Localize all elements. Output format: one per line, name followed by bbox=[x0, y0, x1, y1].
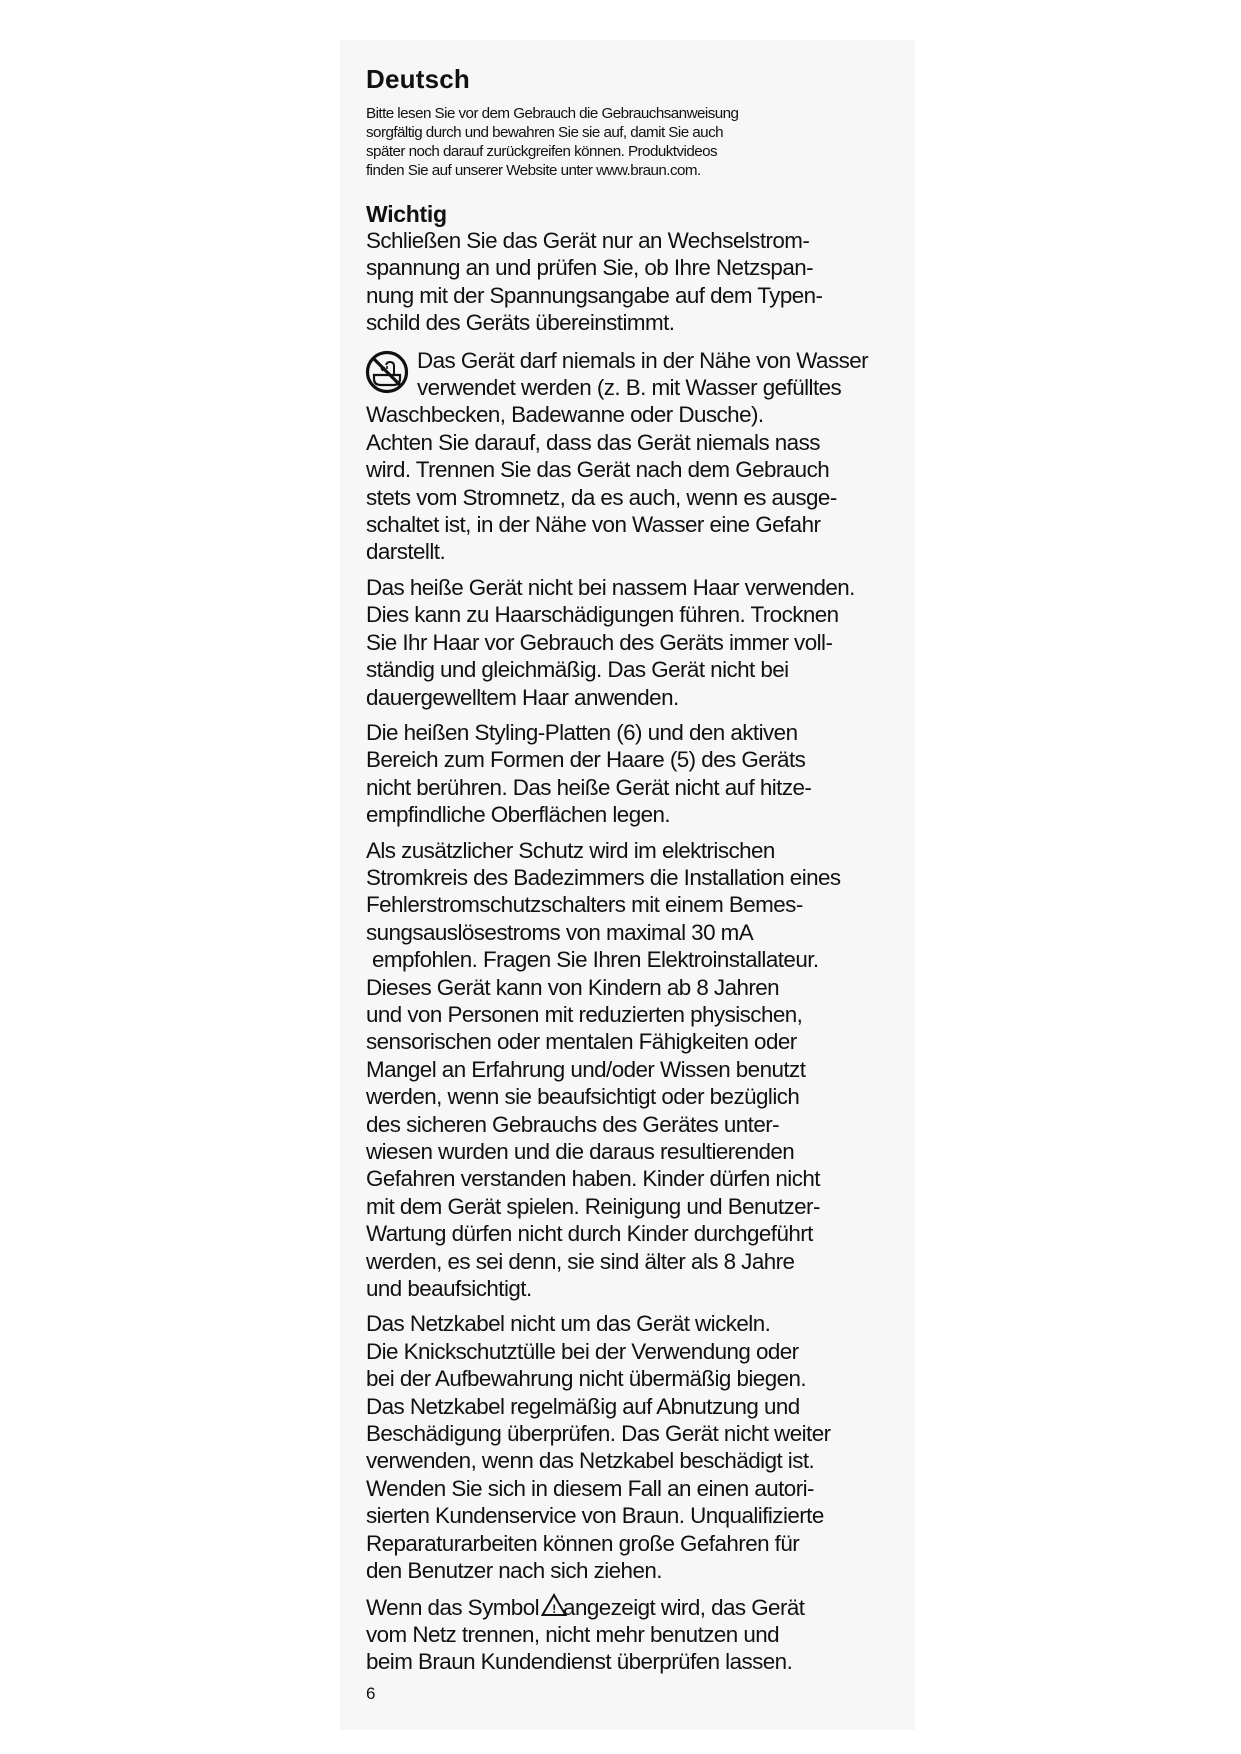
text-line: sensorischen oder mentalen Fähigkeiten oder bbox=[366, 1029, 797, 1055]
text-line: und beaufsichtigt. bbox=[366, 1276, 532, 1302]
text-line: werden, es sei denn, sie sind älter als 8 Jahre bbox=[366, 1248, 795, 1274]
page-number: 6 bbox=[366, 1683, 376, 1703]
text-line: sierten Kundenservice von Braun. Unqualifizierte bbox=[366, 1503, 824, 1529]
text-line: stets vom Stromnetz, da es auch, wenn es ausge- bbox=[366, 484, 837, 510]
text-line: dauergewelltem Haar anwenden. bbox=[366, 684, 679, 710]
intro-line: finden Sie auf unserer Website unter www.braun.com. bbox=[366, 162, 701, 179]
text-line: Als zusätzlicher Schutz wird im elektrischen bbox=[366, 837, 775, 863]
text-line: Die heißen Styling-Platten (6) und den aktiven bbox=[366, 719, 798, 745]
text-line: wird. Trennen Sie das Gerät nach dem Gebrauch bbox=[366, 457, 830, 483]
text-line: ständig und gleichmäßig. Das Gerät nicht bei bbox=[366, 657, 789, 683]
text-line: Das Gerät darf niemals in der Nähe von Wasser bbox=[417, 347, 869, 373]
text-line: werden, wenn sie beaufsichtigt oder bezüglich bbox=[366, 1084, 800, 1110]
text-line: Dies kann zu Haarschädigungen führen. Trocknen bbox=[366, 602, 839, 628]
text-line: nicht berühren. Das heiße Gerät nicht auf hitze- bbox=[366, 774, 812, 800]
text-line: des sicheren Gebrauchs des Gerätes unter- bbox=[366, 1111, 780, 1137]
text-line: Sie Ihr Haar vor Gebrauch des Geräts immer voll- bbox=[366, 629, 833, 655]
styling-plates-paragraph bbox=[366, 719, 896, 829]
intro-line: sorgfältig durch und bewahren Sie sie auf, damit Sie auch bbox=[366, 124, 724, 141]
text-line: vom Netz trennen, nicht mehr benutzen und bbox=[366, 1621, 780, 1647]
text-line: empfohlen. Fragen Sie Ihren Elektroinstallateur. bbox=[372, 947, 819, 973]
text-line: bei der Aufbewahrung nicht übermäßig biegen. bbox=[366, 1366, 807, 1392]
text-line: verwendet werden (z. B. mit Wasser gefülltes bbox=[417, 375, 842, 401]
text-line: empfindliche Oberflächen legen. bbox=[366, 802, 671, 828]
wet-hair-paragraph bbox=[366, 574, 896, 711]
text-line: Reparaturarbeiten können große Gefahren für bbox=[366, 1530, 800, 1556]
symbol-text-before: Wenn das Symbol bbox=[366, 1594, 540, 1620]
voltage-paragraph bbox=[366, 227, 896, 337]
text-line: Bereich zum Formen der Haare (5) des Geräts bbox=[366, 747, 806, 773]
text-line: spannung an und prüfen Sie, ob Ihre Netzspan- bbox=[366, 255, 814, 281]
text-line: Wartung dürfen nicht durch Kinder durchgeführt bbox=[366, 1221, 813, 1247]
text-line: beim Braun Kundendienst überprüfen lassen. bbox=[366, 1649, 793, 1675]
manual-content bbox=[366, 64, 896, 1704]
text-line: darstellt. bbox=[366, 539, 446, 565]
text-line: Fehlerstromschutzschalters mit einem Bemes- bbox=[366, 892, 803, 918]
text-line: Gefahren verstanden haben. Kinder dürfen nicht bbox=[366, 1166, 820, 1192]
warning-symbol-paragraph bbox=[366, 1593, 896, 1676]
svg-text:!: ! bbox=[552, 1601, 556, 1616]
text-line: schaltet ist, in der Nähe von Wasser eine Gefahr bbox=[366, 512, 821, 538]
intro-paragraph bbox=[366, 104, 896, 180]
intro-line: Bitte lesen Sie vor dem Gebrauch die Gebrauchsanweisung bbox=[366, 105, 739, 122]
text-line: mit dem Gerät spielen. Reinigung und Benutzer- bbox=[366, 1193, 820, 1219]
text-line: den Benutzer nach sich ziehen. bbox=[366, 1558, 662, 1584]
text-line: nung mit der Spannungsangabe auf dem Typen- bbox=[366, 282, 823, 308]
text-line: Schließen Sie das Gerät nur an Wechselstrom- bbox=[366, 228, 810, 253]
text-line: Beschädigung überprüfen. Das Gerät nicht weiter bbox=[366, 1421, 831, 1447]
no-water-bath-icon bbox=[364, 349, 410, 395]
text-line: Stromkreis des Badezimmers die Installation eines bbox=[366, 864, 841, 890]
text-line: wiesen wurden und die daraus resultierenden bbox=[366, 1139, 795, 1164]
text-line: Das Netzkabel nicht um das Gerät wickeln. bbox=[366, 1311, 771, 1337]
text-line: Wenden Sie sich in diesem Fall an einen autori- bbox=[366, 1475, 814, 1501]
text-line: Die Knickschutztülle bei der Verwendung oder bbox=[366, 1338, 799, 1364]
text-line: Das heiße Gerät nicht bei nassem Haar verwenden. bbox=[366, 574, 855, 600]
text-line: sungsauslösestroms von maximal 30 mA bbox=[366, 919, 754, 945]
text-line: und von Personen mit reduzierten physischen, bbox=[366, 1001, 803, 1027]
water-warning-paragraph bbox=[366, 347, 896, 566]
protection-paragraph bbox=[366, 837, 896, 1303]
text-line: verwenden, wenn das Netzkabel beschädigt ist. bbox=[366, 1448, 815, 1474]
section-heading: Wichtig bbox=[366, 201, 447, 227]
text-line: Waschbecken, Badewanne oder Dusche). bbox=[366, 402, 764, 428]
symbol-text-after: angezeigt wird, das Gerät bbox=[563, 1594, 805, 1620]
text-line bbox=[366, 1593, 896, 1621]
text-line: Dieses Gerät kann von Kindern ab 8 Jahren bbox=[366, 974, 780, 1000]
page-title: Deutsch bbox=[366, 64, 470, 94]
text-line: Achten Sie darauf, dass das Gerät niemals nass bbox=[366, 429, 820, 455]
text-line: schild des Geräts übereinstimmt. bbox=[366, 310, 675, 336]
text-line: Das Netzkabel regelmäßig auf Abnutzung und bbox=[366, 1393, 800, 1419]
intro-line: später noch darauf zurückgreifen können. Produktvideos bbox=[366, 143, 718, 160]
power-cable-paragraph bbox=[366, 1310, 896, 1584]
text-line: Mangel an Erfahrung und/oder Wissen benutzt bbox=[366, 1056, 806, 1082]
